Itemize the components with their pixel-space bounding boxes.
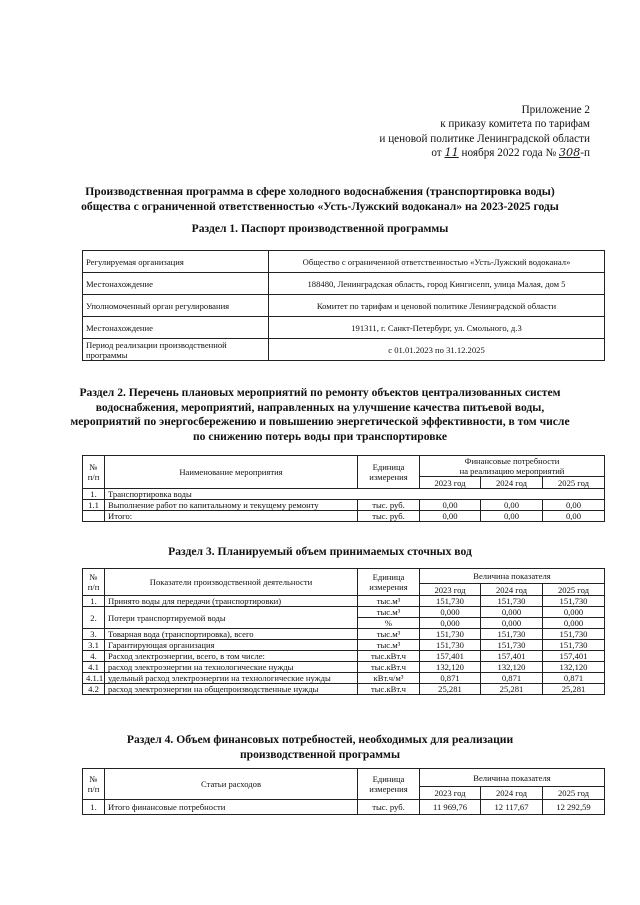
header-name: Статьи расходов bbox=[105, 769, 358, 800]
passport-label: Местонахождение bbox=[83, 273, 269, 295]
row-value: 12 117,67 bbox=[481, 800, 543, 815]
handwritten-day: 11 bbox=[444, 145, 459, 159]
row-value: 0,00 bbox=[420, 511, 481, 522]
handwritten-order-number: 308 bbox=[558, 145, 581, 159]
row-num bbox=[83, 511, 105, 522]
order-date-text: ноября 2022 года № bbox=[461, 146, 557, 159]
table-row bbox=[83, 317, 605, 339]
row-value: 0,00 bbox=[481, 511, 543, 522]
header-num: № п/п bbox=[83, 569, 105, 596]
document-title-line-1: Производственная программа в сфере холодного водоснабжения (транспортировка воды) bbox=[85, 185, 555, 198]
row-value: 0,000 bbox=[481, 618, 543, 629]
order-date-prefix: от bbox=[431, 146, 442, 159]
row-value: 151,730 bbox=[481, 629, 543, 640]
passport-label: Уполномоченный орган регулирования bbox=[83, 295, 269, 317]
row-unit: тыс.м³ bbox=[358, 629, 420, 640]
row-value: 151,730 bbox=[543, 629, 605, 640]
row-value: 0,00 bbox=[543, 511, 605, 522]
header-financial-needs-line-2: на реализацию мероприятий bbox=[459, 466, 565, 476]
financial-needs-table bbox=[82, 768, 605, 815]
table-row bbox=[83, 295, 605, 317]
row-name: Товарная вода (транспортировка), всего bbox=[105, 629, 358, 640]
document-title-line-2: общества с ограниченной ответственностью «Усть-Лужский водоканал» на 2023-2025 годы bbox=[81, 199, 559, 213]
table-row bbox=[83, 511, 605, 522]
row-value: 151,730 bbox=[420, 629, 481, 640]
table-row bbox=[83, 607, 605, 618]
section-2-title-line-1: Раздел 2. Перечень плановых мероприятий по ремонту объектов централизованных систем bbox=[79, 386, 561, 399]
passport-value: с 01.01.2023 по 31.12.2025 bbox=[269, 339, 605, 361]
header-year: 2024 год bbox=[481, 477, 543, 489]
passport-value: Комитет по тарифам и ценовой политике Ленинградской области bbox=[269, 295, 605, 317]
table-row bbox=[83, 500, 605, 511]
table-row bbox=[83, 800, 605, 815]
table-row bbox=[83, 673, 605, 684]
header-name: Показатели производственной деятельности bbox=[105, 569, 358, 596]
row-num: 1. bbox=[83, 800, 105, 815]
appendix-header bbox=[379, 103, 590, 160]
header-value: Величина показателя bbox=[420, 569, 605, 584]
row-num: 4.1.1 bbox=[83, 673, 105, 684]
header-year: 2025 год bbox=[543, 787, 605, 800]
row-value: 0,00 bbox=[481, 500, 543, 511]
section-2-title-line-2: водоснабжения, мероприятий, направленных на улучшение качества питьевой воды, bbox=[95, 400, 545, 414]
row-value: 11 969,76 bbox=[420, 800, 481, 815]
row-value: 157,401 bbox=[543, 651, 605, 662]
section-1-title: Раздел 1. Паспорт производственной программы bbox=[191, 222, 449, 235]
section-4-title-line-2: производственной программы bbox=[239, 747, 401, 761]
passport-value: 191311, г. Санкт-Петербург, ул. Смольного, д.3 bbox=[269, 317, 605, 339]
header-financial-needs-line-1: Финансовые потребности bbox=[464, 456, 560, 466]
table-row bbox=[83, 596, 605, 607]
row-name: удельный расход электроэнергии на технологические нужды bbox=[105, 673, 358, 684]
row-name: Выполнение работ по капитальному и текущему ремонту bbox=[105, 500, 358, 511]
row-value: 25,281 bbox=[543, 684, 605, 695]
passport-value: 188480, Ленинградская область, город Кингисепп, улица Малая, дом 5 bbox=[269, 273, 605, 295]
table-header-row bbox=[83, 456, 605, 477]
header-num: № п/п bbox=[83, 769, 105, 800]
row-value: 0,000 bbox=[420, 618, 481, 629]
row-value: 151,730 bbox=[420, 596, 481, 607]
section-2-title bbox=[40, 386, 600, 444]
row-value: 0,000 bbox=[543, 607, 605, 618]
row-name: расход электроэнергии на технологические нужды bbox=[105, 662, 358, 673]
header-year: 2025 год bbox=[543, 477, 605, 489]
row-unit: % bbox=[358, 618, 420, 629]
header-year: 2023 год bbox=[420, 787, 481, 800]
row-value: 25,281 bbox=[481, 684, 543, 695]
row-value: 0,00 bbox=[543, 500, 605, 511]
row-unit: тыс. руб. bbox=[358, 500, 420, 511]
header-unit: Единица измерения bbox=[358, 569, 420, 596]
row-unit: кВт.ч/м³ bbox=[358, 673, 420, 684]
row-num: 1. bbox=[83, 596, 105, 607]
row-value: 132,120 bbox=[481, 662, 543, 673]
row-num: 4. bbox=[83, 651, 105, 662]
row-name: Итого: bbox=[105, 511, 358, 522]
row-value: 0,871 bbox=[420, 673, 481, 684]
header-financial-needs bbox=[420, 456, 605, 477]
table-header-row bbox=[83, 769, 605, 787]
passport-label: Период реализации производственной программы bbox=[83, 339, 269, 361]
row-num: 4.2 bbox=[83, 684, 105, 695]
appendix-line-4 bbox=[379, 146, 590, 160]
header-year: 2024 год bbox=[481, 787, 543, 800]
appendix-line-2: к приказу комитета по тарифам bbox=[440, 118, 590, 131]
row-name: Транспортировка воды bbox=[105, 489, 605, 500]
row-name: Потери транспортируемой воды bbox=[105, 607, 358, 629]
row-value: 151,730 bbox=[420, 640, 481, 651]
row-num: 3. bbox=[83, 629, 105, 640]
table-row bbox=[83, 251, 605, 273]
row-value: 25,281 bbox=[420, 684, 481, 695]
table-header-row bbox=[83, 569, 605, 584]
header-name: Наименование мероприятия bbox=[105, 456, 358, 489]
row-value: 132,120 bbox=[420, 662, 481, 673]
document-title bbox=[40, 185, 600, 214]
passport-table bbox=[82, 250, 605, 361]
row-value: 0,000 bbox=[481, 607, 543, 618]
header-year: 2024 год bbox=[481, 584, 543, 596]
section-2-title-line-4: по снижению потерь воды при транспортировке bbox=[192, 429, 447, 443]
row-unit: тыс.кВт.ч bbox=[358, 684, 420, 695]
header-year: 2025 год bbox=[543, 584, 605, 596]
row-num: 1.1 bbox=[83, 500, 105, 511]
passport-value: Общество с ограниченной ответственностью «Усть-Лужский водоканал» bbox=[269, 251, 605, 273]
row-name: Принято воды для передачи (транспортировки) bbox=[105, 596, 358, 607]
table-row bbox=[83, 339, 605, 361]
row-value: 151,730 bbox=[543, 596, 605, 607]
table-row bbox=[83, 651, 605, 662]
row-name: Гарантирующая организация bbox=[105, 640, 358, 651]
row-unit: тыс.кВт.ч bbox=[358, 651, 420, 662]
appendix-line-3: и ценовой политике Ленинградской области bbox=[379, 132, 590, 145]
row-num: 1. bbox=[83, 489, 105, 500]
row-name: Расход электроэнергии, всего, в том числе: bbox=[105, 651, 358, 662]
header-unit: Единица измерения bbox=[358, 456, 420, 489]
row-unit: тыс.м³ bbox=[358, 596, 420, 607]
table-row bbox=[83, 662, 605, 673]
row-value: 0,871 bbox=[481, 673, 543, 684]
row-num: 2. bbox=[83, 607, 105, 629]
header-unit: Единица измерения bbox=[358, 769, 420, 800]
section-2-title-line-3: мероприятий по энергосбережению и повышению энергетической эффективности, в том числе bbox=[70, 415, 570, 429]
row-value: 157,401 bbox=[481, 651, 543, 662]
row-value: 132,120 bbox=[543, 662, 605, 673]
table-row bbox=[83, 640, 605, 651]
section-4-title-line-1: Раздел 4. Объем финансовых потребностей, необходимых для реализации bbox=[126, 733, 514, 746]
row-name: расход электроэнергии на общепроизводственные нужды bbox=[105, 684, 358, 695]
row-num: 3.1 bbox=[83, 640, 105, 651]
row-value: 151,730 bbox=[481, 640, 543, 651]
section-4-title bbox=[40, 733, 600, 762]
row-unit: тыс. руб. bbox=[358, 511, 420, 522]
row-name: Итого финансовые потребности bbox=[105, 800, 358, 815]
row-value: 0,000 bbox=[420, 607, 481, 618]
row-num: 4.1 bbox=[83, 662, 105, 673]
row-value: 0,000 bbox=[543, 618, 605, 629]
table-row bbox=[83, 629, 605, 640]
row-value: 157,401 bbox=[420, 651, 481, 662]
row-unit: тыс.м³ bbox=[358, 640, 420, 651]
header-value: Величина показателя bbox=[420, 769, 605, 787]
table-row bbox=[83, 489, 605, 500]
row-value: 0,00 bbox=[420, 500, 481, 511]
row-unit: тыс.кВт.ч bbox=[358, 662, 420, 673]
row-value: 151,730 bbox=[543, 640, 605, 651]
section-3-title: Раздел 3. Планируемый объем принимаемых сточных вод bbox=[168, 545, 472, 558]
row-value: 151,730 bbox=[481, 596, 543, 607]
row-unit: тыс. руб. bbox=[358, 800, 420, 815]
header-num: № п/п bbox=[83, 456, 105, 489]
passport-label: Регулируемая организация bbox=[83, 251, 269, 273]
indicators-table bbox=[82, 568, 605, 695]
row-value: 0,871 bbox=[543, 673, 605, 684]
table-row bbox=[83, 684, 605, 695]
table-row bbox=[83, 273, 605, 295]
row-unit: тыс.м³ bbox=[358, 607, 420, 618]
header-year: 2023 год bbox=[420, 477, 481, 489]
measures-table bbox=[82, 455, 605, 522]
row-value: 12 292,59 bbox=[543, 800, 605, 815]
header-year: 2023 год bbox=[420, 584, 481, 596]
passport-label: Местонахождение bbox=[83, 317, 269, 339]
appendix-line-1: Приложение 2 bbox=[521, 104, 590, 116]
order-number-suffix: -п bbox=[580, 146, 590, 159]
